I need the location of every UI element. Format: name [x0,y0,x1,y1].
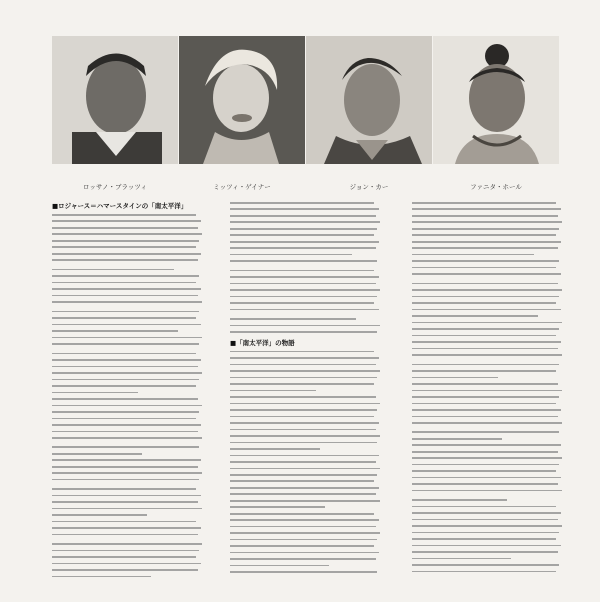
text-line [412,438,502,440]
text-line [52,437,202,439]
text-line [230,403,380,405]
text-line [412,322,562,324]
text-line [230,357,379,359]
photo-caption: ジョン・カー [349,183,389,191]
text-line [230,532,380,534]
text-line [230,383,374,385]
text-line [412,348,558,350]
text-line [230,260,377,262]
text-line [230,468,380,470]
text-line [230,545,374,547]
text-line [412,490,562,492]
text-line [412,512,561,514]
text-line [412,551,558,553]
text-line [230,552,379,554]
text-line [412,335,556,337]
text-line [52,392,138,394]
text-line [52,337,202,339]
text-line [52,550,199,552]
text-line [412,558,511,560]
text-line [412,390,562,392]
text-line [52,359,201,361]
text-line [230,480,374,482]
text-line [230,416,374,418]
text-line [412,309,561,311]
text-line [230,234,374,236]
section-heading: ■「南太平洋」の物語 [230,338,295,347]
text-line [230,351,374,353]
caption-row [52,182,560,194]
text-line [412,483,558,485]
text-line [412,260,559,262]
text-line [230,571,377,573]
text-line [412,431,559,433]
text-line [230,558,376,560]
text-line [52,431,198,433]
photo-john-kerr [306,36,432,186]
text-line [412,477,561,479]
text-line [230,283,376,285]
text-line [412,283,558,285]
photo-mitzi-gaynor [179,36,305,186]
text-line [52,563,201,565]
text-line [52,233,202,235]
text-line [412,267,556,269]
text-line [52,466,198,468]
text-line [230,442,377,444]
text-line [412,208,561,210]
text-line [412,202,556,204]
text-line [412,341,561,343]
text-line [52,453,142,455]
text-line [230,241,379,243]
text-line [412,571,556,573]
text-line [412,444,561,446]
text-line [412,451,558,453]
text-line [412,470,556,472]
text-line [412,377,498,379]
text-line [412,416,558,418]
text-line [52,259,198,261]
text-line [412,525,562,527]
text-line [52,366,198,368]
text-line [52,227,198,229]
text-line [412,519,558,521]
text-line [412,403,556,405]
text-line [52,269,174,271]
text-line [52,385,196,387]
text-column-2 [230,202,380,578]
text-line [52,330,178,332]
text-line [230,364,376,366]
text-line [52,543,202,545]
text-line [412,383,558,385]
text-line [52,240,199,242]
text-line [52,275,199,277]
text-line [52,253,201,255]
text-line [52,282,196,284]
text-line [52,398,198,400]
photo-caption: ファニタ・ホール [470,183,522,191]
text-line [230,325,380,327]
text-line [412,273,561,275]
text-line [230,506,325,508]
text-line [230,270,374,272]
text-line [230,318,356,320]
text-line [412,247,558,249]
text-line [230,221,380,223]
text-line [230,455,379,457]
text-line [412,254,534,256]
text-line [412,289,562,291]
text-line [412,538,556,540]
text-line [412,296,559,298]
text-line [52,405,202,407]
text-line [412,422,562,424]
text-line [52,446,199,448]
text-line [230,390,316,392]
text-line [412,364,559,366]
photo-caption: ロッサノ・ブラッツィ [83,183,147,191]
text-line [230,228,377,230]
text-line [52,488,196,490]
text-line [52,495,201,497]
text-line [52,246,196,248]
text-line [412,464,559,466]
text-line [412,545,561,547]
text-line [412,302,556,304]
text-line [412,499,507,501]
text-line [52,556,196,558]
text-line [412,221,562,223]
text-line [230,296,377,298]
text-line [230,526,376,528]
text-line [52,288,201,290]
text-line [412,564,559,566]
text-line [412,241,561,243]
text-line [52,311,199,313]
text-line [412,228,559,230]
text-line [52,459,201,461]
text-line [230,422,379,424]
portrait-woman-icon [179,36,305,164]
text-line [412,506,556,508]
text-line [230,565,329,567]
text-line [52,295,198,297]
portrait-older-woman-icon [433,36,559,164]
text-line [52,479,199,481]
text-line [230,202,374,204]
text-line [230,487,379,489]
text-line [52,569,198,571]
text-line [52,472,202,474]
text-line [412,315,538,317]
portrait-young-man-icon [306,36,432,164]
text-line [52,324,201,326]
text-line [230,302,374,304]
text-line [412,328,559,330]
text-line [52,508,202,510]
text-line [52,372,202,374]
text-line [412,215,558,217]
photo-strip [52,36,560,186]
text-line [230,474,377,476]
text-line [230,513,374,515]
text-line [230,331,377,333]
text-line [52,576,151,578]
text-line [52,301,202,303]
portrait-man-icon [52,36,178,164]
text-column-3 [412,202,562,577]
section-heading: ■ロジャース＝ハマースタインの「南太平洋」 [52,202,188,210]
text-line [412,354,562,356]
text-line [412,370,556,372]
text-line [412,396,559,398]
text-line [52,527,201,529]
text-line [52,353,196,355]
text-line [52,411,199,413]
text-line [52,514,147,516]
text-line [52,214,196,216]
text-line [230,500,380,502]
text-line [230,309,379,311]
text-line [230,435,380,437]
text-line [52,521,196,523]
text-line [230,493,376,495]
text-line [230,370,380,372]
photo-juanita-hall [433,36,559,186]
text-line [230,396,376,398]
text-line [230,254,352,256]
text-column-1 [52,202,202,582]
text-line [412,532,559,534]
text-line [52,220,201,222]
text-line [412,234,556,236]
text-line [52,534,198,536]
text-line [230,539,377,541]
text-line [230,377,377,379]
text-line [52,343,199,345]
text-line [230,409,377,411]
text-line [52,501,198,503]
text-line [230,208,379,210]
text-line [230,448,320,450]
text-line [52,379,199,381]
text-line [230,247,376,249]
photo-rossano-brazzi [52,36,178,186]
text-line [230,276,379,278]
text-line [230,429,376,431]
photo-caption: ミッツィ・ゲイナー [213,183,271,191]
text-line [230,461,376,463]
text-line [230,215,376,217]
text-line [52,418,196,420]
text-line [52,424,201,426]
text-line [52,317,196,319]
text-line [412,457,562,459]
text-line [230,289,380,291]
text-line [412,409,561,411]
text-line [230,519,379,521]
